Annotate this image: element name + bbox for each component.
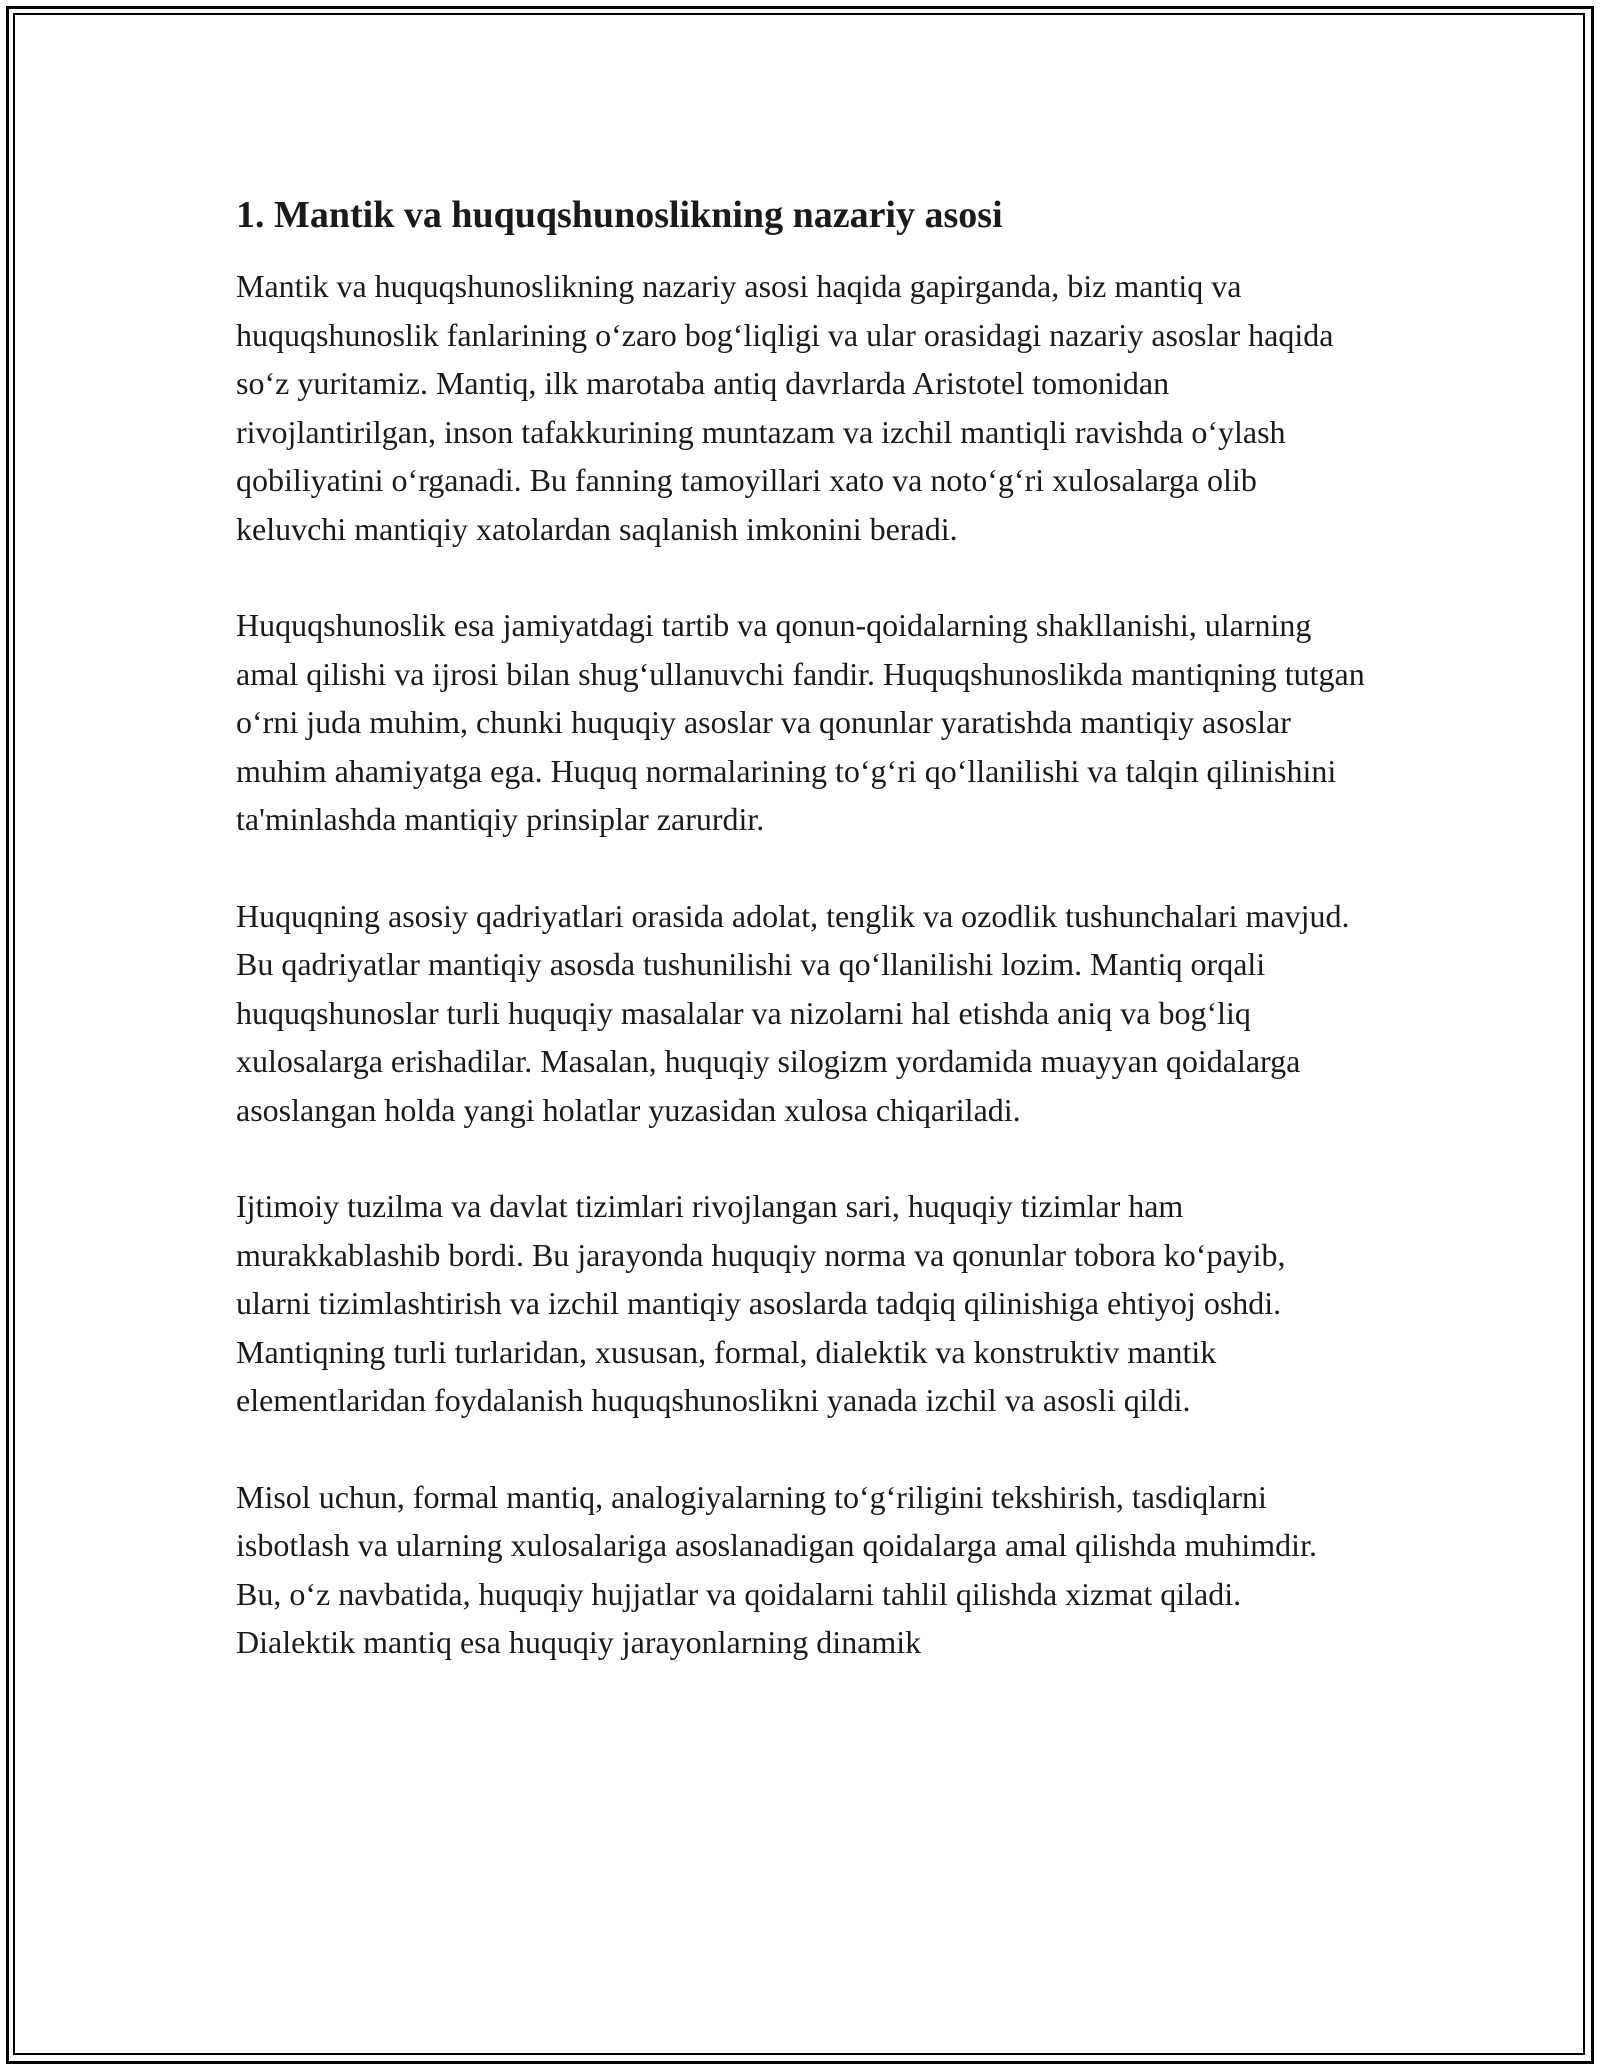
- paragraph: Mantik va huquqshunoslikning nazariy asosi haqida gapirganda, biz mantiq va huquqshunoslik fanlarining o‘zaro bog‘liqligi va ular orasidagi nazariy asoslar haqida so‘z yuritamiz. Mantiq, ilk marotaba antiq davrlarda Aristotel tomonidan rivojlantirilgan, inson tafakkurining muntazam va izchil mantiqli ravishda o‘ylash qobiliyatini o‘rganadi. Bu fanning tamoyillari xato va noto‘g‘ri xulosalarga olib keluvchi mantiqiy xatolardan saqlanish imkonini beradi.: [236, 268, 1334, 547]
- paragraph: Misol uchun, formal mantiq, analogiyalarning to‘g‘riligini tekshirish, tasdiqlarni isbotlash va ularning xulosalariga asoslanadigan qoidalarga amal qilishda muhimdir. Bu, o‘z navbatida, huquqiy hujjatlar va qoidalarni tahlil qilishda xizmat qiladi. Dialektik mantiq esa huquqiy jarayonlarning dinamik: [236, 1478, 1317, 1660]
- paragraph: Huquqshunoslik esa jamiyatdagi tartib va qonun-qoidalarning shakllanishi, ularning amal qilishi va ijrosi bilan shug‘ullanuvchi fandir. Huquqshunoslikda mantiqning tutgan o‘rni juda muhim, chunki huquqiy asoslar va qonunlar yaratishda mantiqiy asoslar muhim ahamiyatga ega. Huquq normalarining to‘g‘ri qo‘llanilishi va talqin qilinishini ta'minlashda mantiqiy prinsiplar zarurdir.: [236, 607, 1365, 837]
- section-title: 1. Mantik va huquqshunoslikning nazariy asosi: [236, 194, 1003, 236]
- document-body: [236, 188, 1366, 1715]
- paragraph: Ijtimoiy tuzilma va davlat tizimlari rivojlangan sari, huquqiy tizimlar ham murakkablashib bordi. Bu jarayonda huquqiy norma va qonunlar tobora ko‘payib, ularni tizimlashtirish va izchil mantiqiy asoslarda tadqiq qilinishiga ehtiyoj oshdi. Mantiqning turli turlaridan, xususan, formal, dialektik va konstruktiv mantik elementlaridan foydalanish huquqshunoslikni yanada izchil va asosli qildi.: [236, 1188, 1286, 1418]
- paragraph: Huquqning asosiy qadriyatlari orasida adolat, tenglik va ozodlik tushunchalari mavjud. Bu qadriyatlar mantiqiy asosda tushunilishi va qo‘llanilishi lozim. Mantiq orqali huquqshunoslar turli huquqiy masalalar va nizolarni hal etishda aniq va bog‘liq xulosalarga erishadilar. Masalan, huquqiy silogizm yordamida muayyan qoidalarga asoslangan holda yangi holatlar yuzasidan xulosa chiqariladi.: [236, 897, 1350, 1128]
